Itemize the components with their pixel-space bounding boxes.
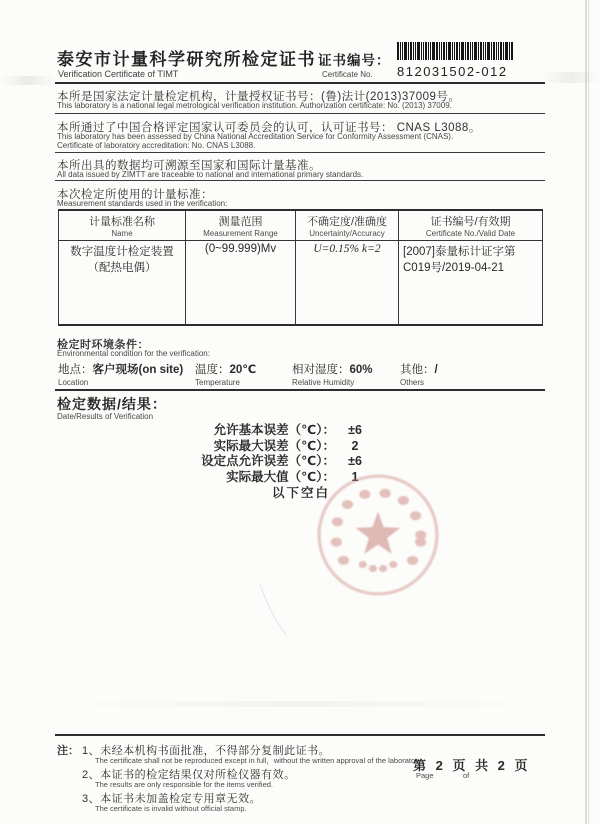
scan-edge-line [585, 0, 587, 824]
statement-cnas-en2: Certificate of laboratory accreditation: No. CNAS L3088. [57, 141, 256, 150]
notes-label: 注： [57, 745, 79, 757]
col-certificate: 证书编号/有效期 Certificate No./Valid Date [399, 210, 543, 241]
blank-below-note: 以下空白 [272, 486, 331, 500]
standards-heading-en: Measurement standards used in the verification: [57, 199, 228, 208]
env-temperature-en: Temperature [195, 378, 240, 387]
result-row-max-value: 实际最大值（℃）： 1 [226, 469, 359, 484]
scan-smudge [60, 701, 540, 707]
statement-authorization-cn: 本所是国家法定计量检定机构，计量授权证书号：(鲁)法计(2013)37009号。 [57, 91, 461, 103]
statement-authorization-en: This laboratory is a national legal metrological verification institution. Authorization certificate: No. (2013) 37009. [57, 101, 452, 110]
col-name: 计量标准名称 Name [59, 210, 186, 241]
statement-cnas-cn: 本所通过了中国合格评定国家认可委员会的认可，认可证书号： CNAS L3088。 [57, 122, 481, 134]
note-1-cn: 1、未经本机构书面批准，不得部分复制此证书。 [82, 745, 331, 757]
cell-uncertainty: U=0.15% k=2 [296, 241, 399, 325]
environment-heading-en: Environmental condition for the verification: [57, 349, 210, 358]
environment-divider [55, 389, 545, 391]
scan-pencil-mark [240, 555, 310, 645]
page-number-en-left: Page [416, 771, 434, 780]
env-location-en: Location [58, 378, 89, 387]
standards-heading-cn: 本次检定所使用的计量标准： [57, 189, 213, 201]
note-3-cn: 3、本证书未加盖检定专用章无效。 [82, 793, 262, 805]
cell-standard-name: 数字温度计检定装置（配热电偶） [59, 241, 186, 325]
env-temperature: 温度：20℃ [195, 364, 257, 376]
note-1-en: The certificate shall not be reproduced except in full，without the written approval of the laboratory. [95, 756, 423, 765]
results-heading-en: Date/Results of Verification [57, 412, 154, 421]
header-divider [55, 82, 545, 84]
section-divider [55, 152, 545, 153]
env-others-en: Others [400, 378, 425, 387]
cell-measurement-range: (0~99.999)Mv [186, 241, 296, 325]
env-others: 其他：/ [400, 364, 438, 376]
scan-edge-line-2 [588, 0, 589, 824]
page-number-en-right: of [463, 771, 470, 780]
scan-smudge [0, 76, 56, 86]
table-header-row [59, 210, 543, 241]
result-row-basic-error: 允许基本误差（℃）： ±6 [213, 423, 362, 437]
certificate-number: 812031502-012 [397, 64, 508, 79]
environment-heading-cn: 检定时环境条件： [57, 339, 149, 351]
page-title: 泰安市计量科学研究所检定证书 [57, 50, 316, 69]
section-divider [55, 180, 545, 181]
footer-divider [55, 734, 545, 736]
result-row-setpoint-error: 设定点允许误差（℃）： ±6 [201, 454, 362, 468]
certificate-no-label: 证书编号： [318, 53, 391, 68]
env-humidity-en: Relative Humidity [292, 378, 355, 387]
section-divider [55, 113, 545, 114]
statement-cnas-en: This laboratory has been assessed by China National Accreditation Service for Conformity Assessment (CNAS). [57, 132, 454, 141]
result-row-max-error: 实际最大误差（℃）： 2 [213, 438, 359, 453]
col-uncertainty: 不确定度/准确度 Uncertainty/Accuracy [296, 210, 399, 241]
env-location: 地点：客户现场(on site) [58, 364, 184, 376]
standards-table [58, 209, 543, 326]
note-2-en: The results are only responsible for the items verified. [95, 780, 273, 789]
env-humidity: 相对湿度：60% [292, 364, 373, 376]
note-3-en: The certificate is invalid without official stamp. [95, 804, 247, 813]
note-2-cn: 2、本证书的检定结果仅对所检仪器有效。 [82, 769, 296, 781]
scan-smudge [542, 72, 600, 83]
results-heading-cn: 检定数据/结果： [57, 396, 167, 412]
page-number: 第 2 页 共 2 页 [413, 758, 531, 773]
certificate-no-label-en: Certificate No. [322, 70, 373, 79]
statement-traceable-cn: 本所出具的数据均可溯源至国家和国际计量基准。 [57, 160, 321, 172]
col-range: 测量范围 Measurement Range [186, 210, 296, 241]
barcode-icon [397, 42, 513, 60]
cell-certificate-no: [2007]泰量标计证字第C019号/2019-04-21 [399, 241, 543, 325]
statement-traceable-en: All data issued by ZIMTT are traceable to national and international primary standards. [57, 170, 364, 179]
table-row [59, 241, 543, 325]
page-title-en: Verification Certificate of TIMT [58, 69, 179, 79]
official-red-seal-icon [315, 472, 441, 598]
